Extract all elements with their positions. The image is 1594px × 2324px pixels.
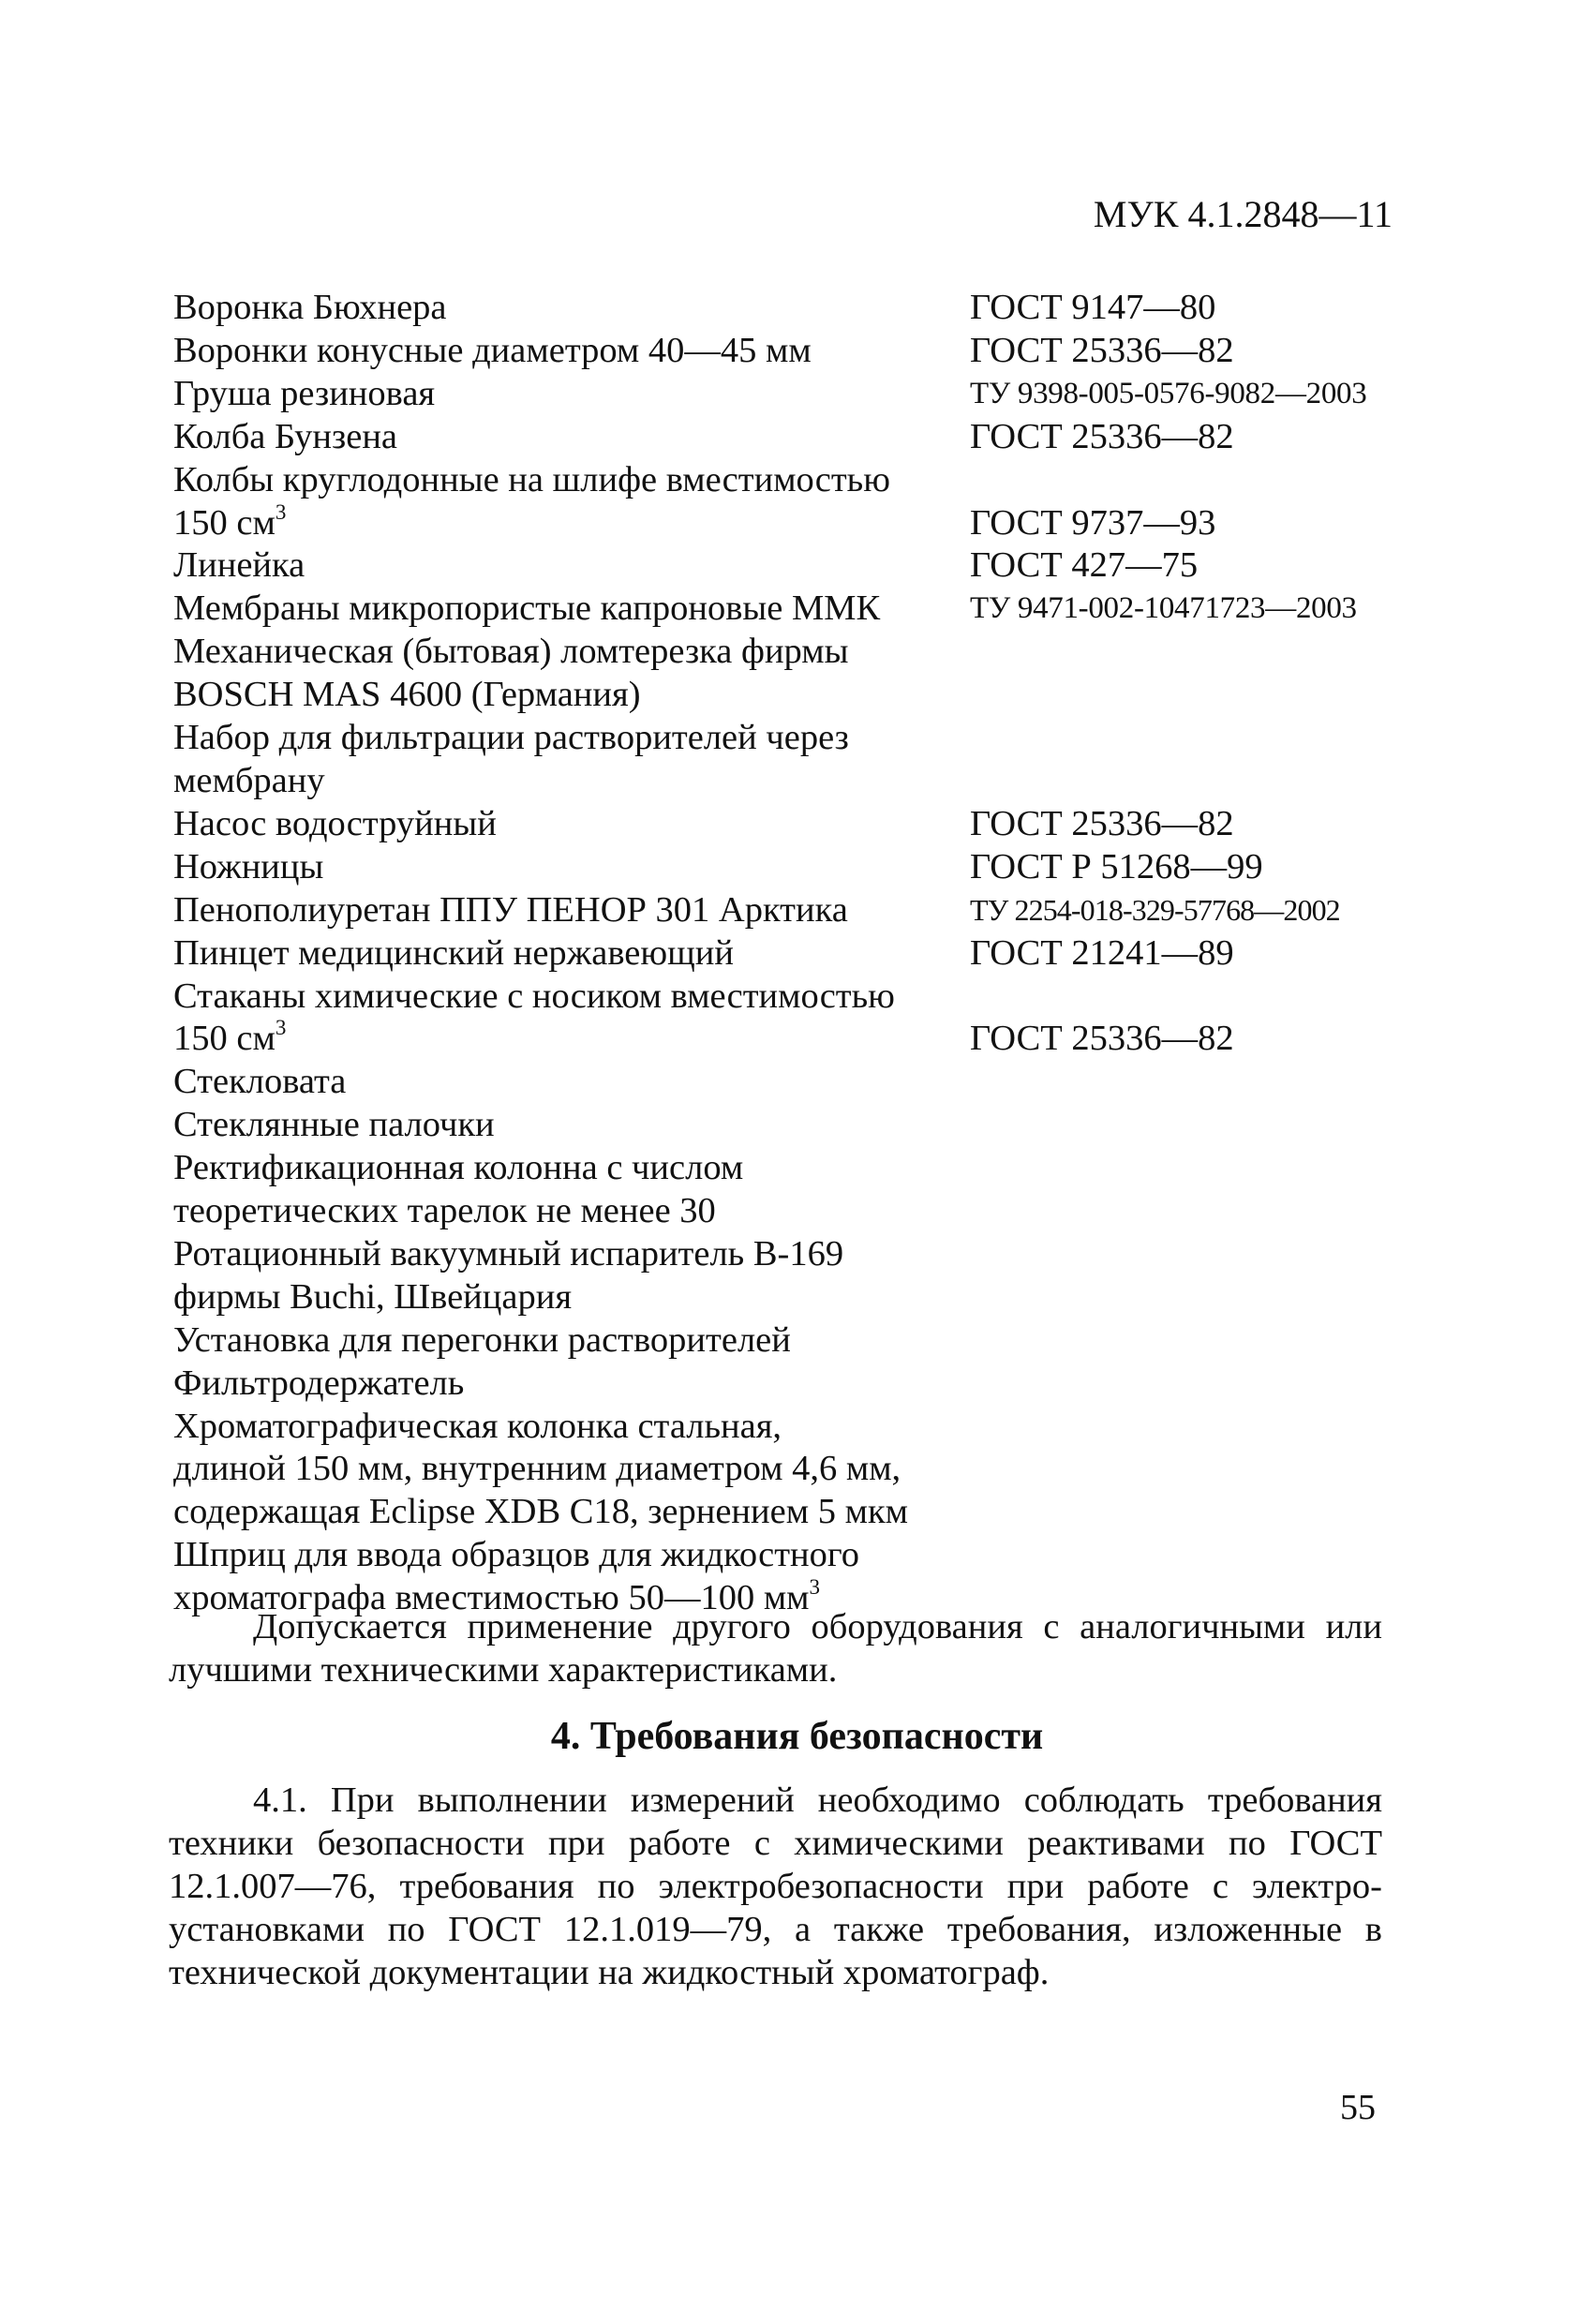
equipment-standard <box>970 1406 1485 1449</box>
equipment-standard <box>970 1233 1485 1276</box>
equipment-name <box>173 1491 970 1534</box>
equipment-name <box>173 674 970 717</box>
equipment-standard <box>970 1319 1485 1363</box>
equipment-name <box>173 1406 970 1449</box>
equipment-name-text: содержащая Eclipse XDB C18, зернением 5 мкм <box>173 1492 909 1532</box>
equipment-name-text: Воронка Бюхнера <box>173 288 447 327</box>
equipment-row <box>173 416 1485 459</box>
equipment-name-text: Шприц для ввода образцов для жидкостного <box>173 1535 859 1575</box>
equipment-name <box>173 976 970 1019</box>
equipment-name <box>173 717 970 760</box>
equipment-standard: ГОСТ 25336—82 <box>970 1019 1234 1059</box>
equipment-row <box>173 631 1485 674</box>
equipment-row <box>173 287 1485 330</box>
equipment-standard: ГОСТ 25336—82 <box>970 330 1234 370</box>
equipment-standard <box>970 631 1485 674</box>
equipment-name-text: Колба Бунзена <box>173 416 398 456</box>
equipment-name-text: Груша резиновая <box>173 373 436 413</box>
equipment-standard: ГОСТ 25336—82 <box>970 803 1234 843</box>
equipment-row <box>173 1190 1485 1233</box>
unit-superscript: 3 <box>809 1574 821 1600</box>
equipment-name-text: Стекловата <box>173 1062 347 1102</box>
equipment-name <box>173 1363 970 1406</box>
equipment-name <box>173 803 970 846</box>
equipment-standard <box>970 1061 1485 1104</box>
equipment-name-text: фирмы Buchi, Швейцария <box>173 1276 573 1317</box>
equipment-name-text: Ректификационная колонна с числом <box>173 1148 744 1188</box>
equipment-row <box>173 976 1485 1019</box>
equipment-name-text: Мембраны микропористые капроновые ММК <box>173 588 881 629</box>
equipment-row <box>173 544 1485 588</box>
equipment-name <box>173 1190 970 1233</box>
equipment-row <box>173 674 1485 717</box>
equipment-name-text: Установка для перегонки растворителей <box>173 1319 791 1360</box>
equipment-row <box>173 1147 1485 1190</box>
equipment-row <box>173 1319 1485 1363</box>
equipment-standard <box>970 459 1485 502</box>
equipment-name <box>173 499 970 545</box>
equipment-name <box>173 544 970 588</box>
equipment-row <box>173 1061 1485 1104</box>
equipment-name-text: длиной 150 мм, внутренним диаметром 4,6 мм, <box>173 1449 901 1489</box>
equipment-name-text: Хроматографическая колонка стальная, <box>173 1406 782 1446</box>
equipment-row <box>173 889 1485 932</box>
equipment-name-text: Механическая (бытовая) ломтерезка фирмы <box>173 632 849 672</box>
equipment-row <box>173 1104 1485 1147</box>
equipment-name <box>173 588 970 631</box>
equipment-standard: ГОСТ 427—75 <box>970 545 1199 586</box>
equipment-name <box>173 459 970 502</box>
equipment-standard <box>970 1104 1485 1147</box>
equipment-name <box>173 1233 970 1276</box>
equipment-row <box>173 803 1485 846</box>
equipment-standard <box>970 976 1485 1019</box>
equipment-row <box>173 1448 1485 1491</box>
equipment-standard: ТУ 9398-005-0576-9082—2003 <box>970 376 1367 410</box>
page-number: 55 <box>1340 2088 1376 2127</box>
equipment-name <box>173 1104 970 1147</box>
equipment-name <box>173 1448 970 1491</box>
equipment-standard <box>970 1363 1485 1406</box>
equipment-name-text: Ножницы <box>173 846 324 886</box>
equipment-row <box>173 932 1485 976</box>
equipment-row <box>173 1363 1485 1406</box>
equipment-standard: ГОСТ Р 51268—99 <box>970 846 1263 886</box>
equipment-name-text: Ротационный вакуумный испаритель В-169 <box>173 1233 844 1274</box>
equipment-row <box>173 1406 1485 1449</box>
equipment-row <box>173 459 1485 502</box>
equipment-list <box>173 287 1485 1620</box>
equipment-name-text: хроматографа вместимостью 50—100 мм <box>173 1578 810 1618</box>
equipment-name <box>173 1015 970 1061</box>
section-paragraph: 4.1. При выполнении измерений необходимо соблюдать требования техники безопасности при работе с химическими реактивами по ГОСТ 12.1.007—76, требования по электробезопасности при работе с электроустановками по ГОСТ 12.1.019—79, а также требования, изложенные в технической документации на жидкостный хроматограф. <box>169 1780 1382 1992</box>
equipment-name <box>173 287 970 330</box>
equipment-name-text: Воронки конусные диаметром 40—45 мм <box>173 330 812 370</box>
equipment-standard <box>970 1190 1485 1233</box>
equipment-standard <box>970 1534 1485 1577</box>
equipment-name-text: мембрану <box>173 760 325 800</box>
equipment-name-text: BOSCH MAS 4600 (Германия) <box>173 675 641 715</box>
equipment-row <box>173 588 1485 631</box>
equipment-row <box>173 1491 1485 1534</box>
equipment-name-text: теоретических тарелок не менее 30 <box>173 1191 716 1231</box>
unit-superscript: 3 <box>275 499 287 524</box>
document-code: МУК 4.1.2848—11 <box>1093 193 1393 235</box>
unit-superscript: 3 <box>275 1015 287 1040</box>
equipment-name <box>173 760 970 803</box>
equipment-standard <box>970 760 1485 803</box>
equipment-standard <box>970 674 1485 717</box>
equipment-standard <box>970 717 1485 760</box>
equipment-name <box>173 373 970 416</box>
equipment-standard <box>970 1491 1485 1534</box>
equipment-name <box>173 330 970 373</box>
equipment-standard: ГОСТ 9147—80 <box>970 288 1216 327</box>
equipment-name-text: 150 см <box>173 502 276 543</box>
equipment-row <box>173 1015 1485 1061</box>
equipment-standard: ГОСТ 21241—89 <box>970 932 1234 973</box>
equipment-row <box>173 499 1485 545</box>
equipment-name <box>173 631 970 674</box>
equipment-name <box>173 1276 970 1319</box>
equipment-name <box>173 1534 970 1577</box>
equipment-name <box>173 1319 970 1363</box>
equipment-row <box>173 1276 1485 1319</box>
equipment-standard: ТУ 9471-002-10471723—2003 <box>970 591 1357 626</box>
equipment-standard: ГОСТ 25336—82 <box>970 416 1234 456</box>
equipment-row <box>173 717 1485 760</box>
equipment-row <box>173 846 1485 889</box>
equipment-name-text: Линейка <box>173 545 305 586</box>
equipment-name-text: Набор для фильтрации растворителей через <box>173 718 849 758</box>
equipment-name-text: Насос водоструйный <box>173 803 497 843</box>
equipment-name <box>173 1147 970 1190</box>
equipment-name-text: Стаканы химические с носиком вместимостью <box>173 976 895 1016</box>
equipment-standard <box>970 1276 1485 1319</box>
equipment-name <box>173 889 970 932</box>
equipment-name-text: 150 см <box>173 1019 276 1059</box>
equipment-standard <box>970 1147 1485 1190</box>
equipment-name-text: Колбы круглодонные на шлифе вместимостью <box>173 459 890 499</box>
equipment-row <box>173 1233 1485 1276</box>
equipment-row <box>173 373 1485 416</box>
equipment-standard: ТУ 2254-018-329-57768—2002 <box>970 892 1340 927</box>
equipment-row <box>173 1534 1485 1577</box>
equipment-name-text: Пенополиуретан ППУ ПЕНОР 301 Арктика <box>173 889 848 930</box>
equipment-row <box>173 330 1485 373</box>
equipment-name <box>173 846 970 889</box>
equipment-note: Допускается применение другого оборудования с аналогичными или лучшими техническими характеристиками. <box>169 1607 1382 1690</box>
equipment-standard: ГОСТ 9737—93 <box>970 502 1216 543</box>
section-title: 4. Требования безопасности <box>550 1715 1044 1758</box>
equipment-standard <box>970 1448 1485 1491</box>
equipment-name <box>173 1061 970 1104</box>
equipment-name <box>173 932 970 976</box>
equipment-name <box>173 416 970 459</box>
equipment-name-text: Пинцет медицинский нержавеющий <box>173 932 735 973</box>
equipment-name-text: Стеклянные палочки <box>173 1105 495 1145</box>
equipment-row <box>173 760 1485 803</box>
equipment-name-text: Фильтродержатель <box>173 1363 465 1403</box>
